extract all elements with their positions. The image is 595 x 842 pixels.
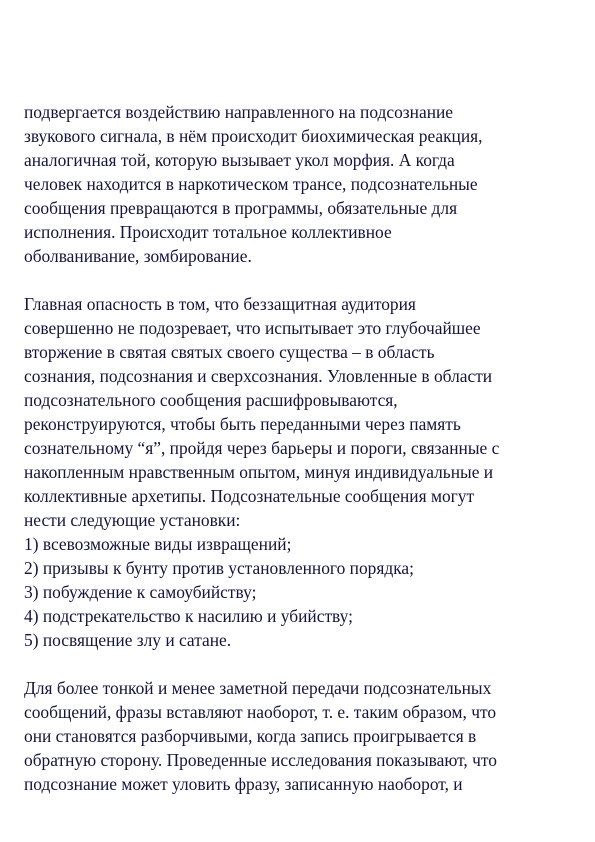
text-line: подсознание может уловить фразу, записанную наоборот, и [24, 774, 463, 794]
paragraph-2 [24, 292, 584, 652]
list-item-5: 5) посвящение злу и сатане. [24, 630, 232, 650]
paragraph-1 [24, 100, 584, 268]
text-line: Для более тонкой и менее заметной передачи подсознательных [24, 678, 492, 698]
text-line: оболванивание, зомбирование. [24, 246, 252, 266]
list-item-1: 1) всевозможные виды извращений; [24, 534, 292, 554]
text-line: они становятся разборчивыми, когда запись проигрывается в [24, 726, 477, 746]
list-item-2: 2) призывы к бунту против установленного порядка; [24, 558, 414, 578]
text-line: аналогичная той, которую вызывает укол морфия. А когда [24, 150, 455, 170]
paragraph-3 [24, 676, 584, 796]
text-line: сознания, подсознания и сверхсознания. Уловленные в области [24, 366, 493, 386]
text-line: вторжение в святая святых своего существа – в область [24, 342, 435, 362]
text-line: Главная опасность в том, что беззащитная аудитория [24, 294, 416, 314]
text-line: совершенно не подозревает, что испытывает это глубочайшее [24, 318, 481, 338]
text-line: человек находится в наркотическом трансе, подсознательные [24, 174, 478, 194]
text-line: звукового сигнала, в нём происходит биохимическая реакция, [24, 126, 483, 146]
list-item-3: 3) побуждение к самоубийству; [24, 582, 257, 602]
text-line: сообщения превращаются в программы, обязательные для [24, 198, 458, 218]
list-item-4: 4) подстрекательство к насилию и убийству; [24, 606, 353, 626]
text-line: сообщений, фразы вставляют наоборот, т. е. таким образом, что [24, 702, 497, 722]
text-line: подвергается воздействию направленного на подсознание [24, 102, 454, 122]
text-line: нести следующие установки: [24, 510, 241, 530]
text-line: подсознательного сообщения расшифровываются, [24, 390, 398, 410]
text-line: коллективные архетипы. Подсознательные сообщения могут [24, 486, 475, 506]
text-line: сознательному “я”, пройдя через барьеры и пороги, связанные с [24, 438, 500, 458]
text-line: обратную сторону. Проведенные исследования показывают, что [24, 750, 497, 770]
text-line: накопленным нравственным опытом, минуя индивидуальные и [24, 462, 494, 482]
text-line: реконструируются, чтобы быть переданными через память [24, 414, 461, 434]
text-line: исполнения. Происходит тотальное коллективное [24, 222, 392, 242]
